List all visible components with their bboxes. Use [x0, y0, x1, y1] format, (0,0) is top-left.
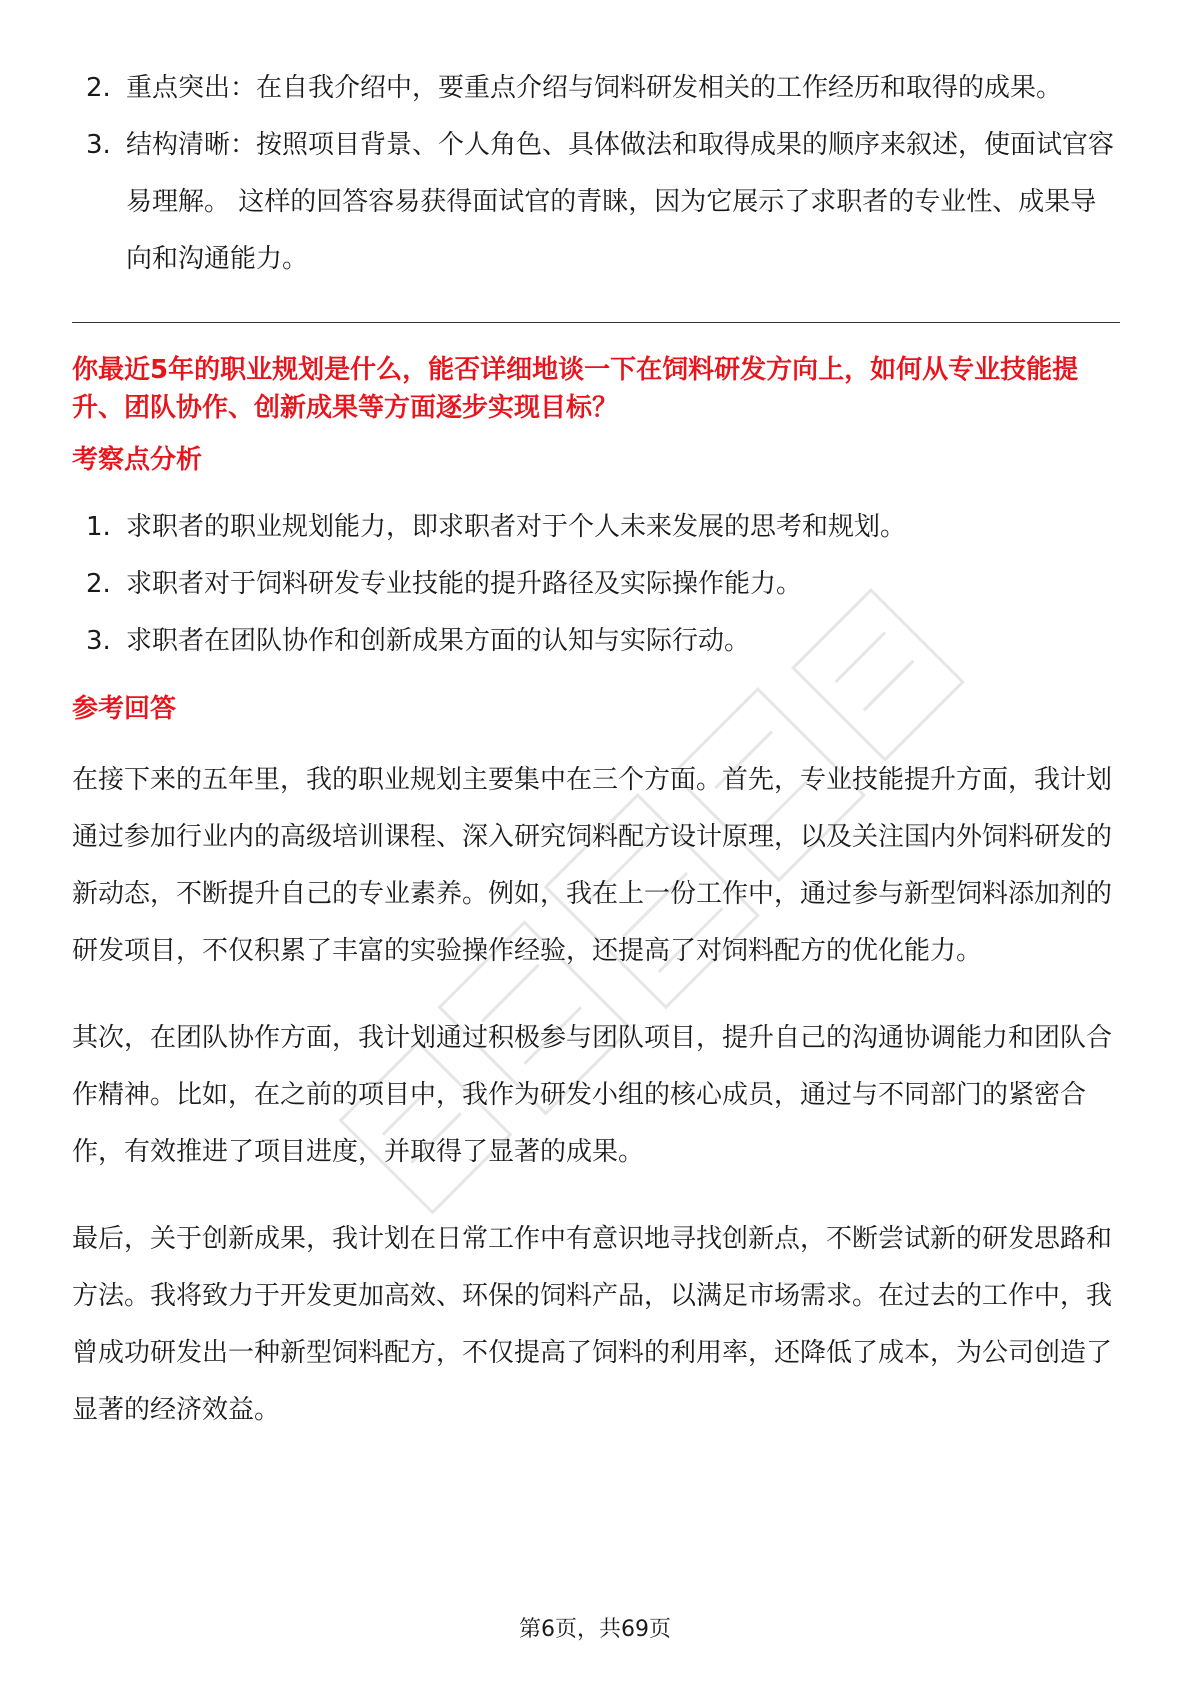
- page-content: [72, 60, 1120, 1469]
- top-numbered-list: [72, 60, 1120, 288]
- list-text: 求职者的职业规划能力，即求职者对于个人未来发展的思考和规划。: [126, 512, 907, 542]
- list-item: [72, 556, 1120, 613]
- section-divider: [72, 322, 1120, 323]
- interview-question: 你最近5年的职业规划是什么，能否详细地谈一下在饲料研发方向上，如何从专业技能提升、团队协作、创新成果等方面逐步实现目标？: [72, 355, 1079, 423]
- list-item: [72, 60, 1120, 117]
- list-number: 1.: [86, 512, 111, 542]
- analysis-list: [72, 499, 1120, 670]
- list-number: 2.: [86, 569, 111, 599]
- list-text: 结构清晰：按照项目背景、个人角色、具体做法和取得成果的顺序来叙述，使面试官容易理解。 这样的回答容易获得面试官的青睐，因为它展示了求职者的专业性、成果导向和沟通能力。: [126, 130, 1115, 274]
- list-number: 2.: [86, 73, 111, 103]
- answer-paragraph: 在接下来的五年里，我的职业规划主要集中在三个方面。首先，专业技能提升方面，我计划通过参加行业内的高级培训课程、深入研究饲料配方设计原理，以及关注国内外饲料研发的新动态，不断提升自己的专业素养。例如，我在上一份工作中，通过参与新型饲料添加剂的研发项目，不仅积累了丰富的实验操作经验，还提高了对饲料配方的优化能力。: [72, 765, 1113, 966]
- answer-paragraph: 最后，关于创新成果，我计划在日常工作中有意识地寻找创新点，不断尝试新的研发思路和方法。我将致力于开发更加高效、环保的饲料产品，以满足市场需求。在过去的工作中，我曾成功研发出一种新型饲料配方，不仅提高了饲料的利用率，还降低了成本，为公司创造了显著的经济效益。: [72, 1224, 1113, 1425]
- list-text: 求职者在团队协作和创新成果方面的认知与实际行动。: [126, 626, 751, 656]
- list-item: [72, 117, 1120, 288]
- page-footer: 第6页，共69页: [519, 1617, 671, 1642]
- list-item: [72, 499, 1120, 556]
- list-text: 求职者对于饲料研发专业技能的提升路径及实际操作能力。: [126, 569, 803, 599]
- answer-title: 参考回答: [72, 694, 177, 724]
- analysis-title: 考察点分析: [72, 445, 203, 475]
- answer-paragraph: 其次，在团队协作方面，我计划通过积极参与团队项目，提升自己的沟通协调能力和团队合作精神。比如，在之前的项目中，我作为研发小组的核心成员，通过与不同部门的紧密合作，有效推进了项目进度，并取得了显著的成果。: [72, 1023, 1113, 1167]
- list-text: 重点突出：在自我介绍中，要重点介绍与饲料研发相关的工作经历和取得的成果。: [126, 73, 1063, 103]
- list-number: 3.: [86, 130, 111, 160]
- list-number: 3.: [86, 626, 111, 656]
- list-item: [72, 613, 1120, 670]
